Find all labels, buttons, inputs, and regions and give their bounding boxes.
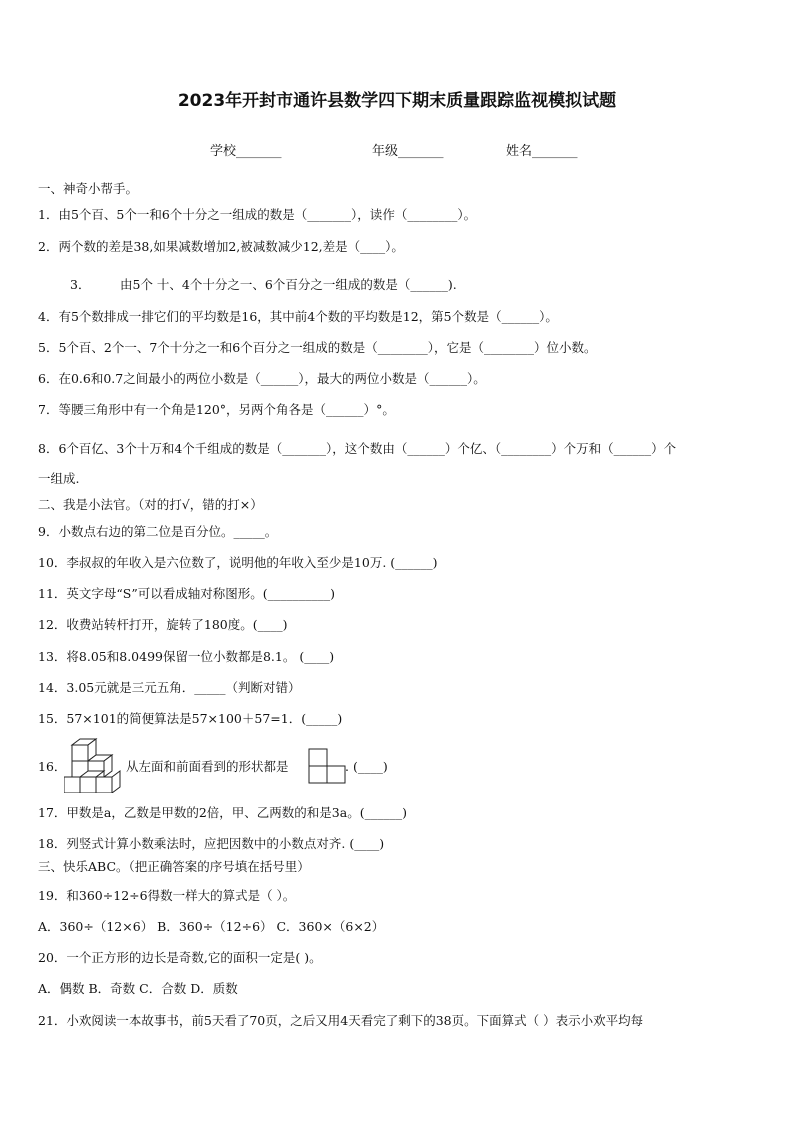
question-7: 7．等腰三角形中有一个角是120°，另两个角各是（______）°。 [38,402,395,417]
question-9: 9．小数点右边的第二位是百分位。_____。 [38,524,278,539]
question-10: 10．李叔叔的年收入是六位数了，说明他的年收入至少是10万. (______) [38,555,438,570]
grade-field[interactable]: 年级_______ [372,144,444,159]
question-19: 19．和360÷12÷6得数一样大的算式是（ ）。 [38,888,296,903]
question-16-text: 从左面和前面看到的形状都是 [126,759,289,774]
question-8-line-2: 一组成. [38,471,80,486]
name-field[interactable]: 姓名_______ [506,144,578,159]
question-8-line-1: 8．6个百亿、3个十万和4个千组成的数是（_______），这个数由（______）个亿、（________）个万和（______）个 [38,441,677,456]
question-12: 12．收费站转杆打开，旋转了180度。(____) [38,617,288,632]
cube-stack-icon [64,737,126,793]
question-15: 15．57×101的简便算法是57×100＋57=1．(_____) [38,711,343,726]
l-shape-view-icon [308,748,346,784]
question-14: 14．3.05元就是三元五角．_____（判断对错） [38,680,301,695]
question-6: 6．在0.6和0.7之间最小的两位小数是（______），最大的两位小数是（______）。 [38,371,486,386]
question-18: 18．列竖式计算小数乘法时，应把因数中的小数点对齐. (____) [38,836,385,851]
section-3-heading: 三、快乐ABC。（把正确答案的序号填在括号里） [38,859,310,874]
question-20: 20．一个正方形的边长是奇数,它的面积一定是( )。 [38,950,322,965]
page-title: 2023年开封市通许县数学四下期末质量跟踪监视模拟试题 [177,91,617,111]
question-13: 13．将8.05和8.0499保留一位小数都是8.1。 (____) [38,649,335,664]
school-field[interactable]: 学校_______ [210,144,282,159]
question-20-options: A．偶数 B．奇数 C．合数 D．质数 [38,981,238,996]
question-17: 17．甲数是a，乙数是甲数的2倍，甲、乙两数的和是3a。(______) [38,805,407,820]
section-2-heading: 二、我是小法官。（对的打√，错的打×） [38,497,263,512]
section-1-heading: 一、神奇小帮手。 [38,181,139,196]
question-11: 11．英文字母“S”可以看成轴对称图形。(__________) [38,586,336,601]
question-16-tail: . (____) [345,759,388,774]
question-3: 由5个 十、4个十分之一、6个百分之一组成的数是（______). [120,277,457,292]
question-3-number: 3． [70,277,91,292]
question-5: 5．5个百、2个一、7个十分之一和6个百分之一组成的数是（________），它是（________）位小数。 [38,340,597,355]
question-21: 21．小欢阅读一本故事书，前5天看了70页，之后又用4天看完了剩下的38页。下面算式（ ）表示小欢平均每 [38,1013,644,1028]
question-19-options: A．360÷（12×6） B．360÷（12÷6） C．360×（6×2） [38,919,385,934]
question-1: 1．由5个百、5个一和6个十分之一组成的数是（_______），读作（________）。 [38,207,477,222]
question-4: 4．有5个数排成一排它们的平均数是16，其中前4个数的平均数是12，第5个数是（______）。 [38,309,558,324]
question-2: 2．两个数的差是38,如果减数增加2,被减数减少12,差是（____）。 [38,239,404,254]
question-16-number: 16． [38,759,67,774]
